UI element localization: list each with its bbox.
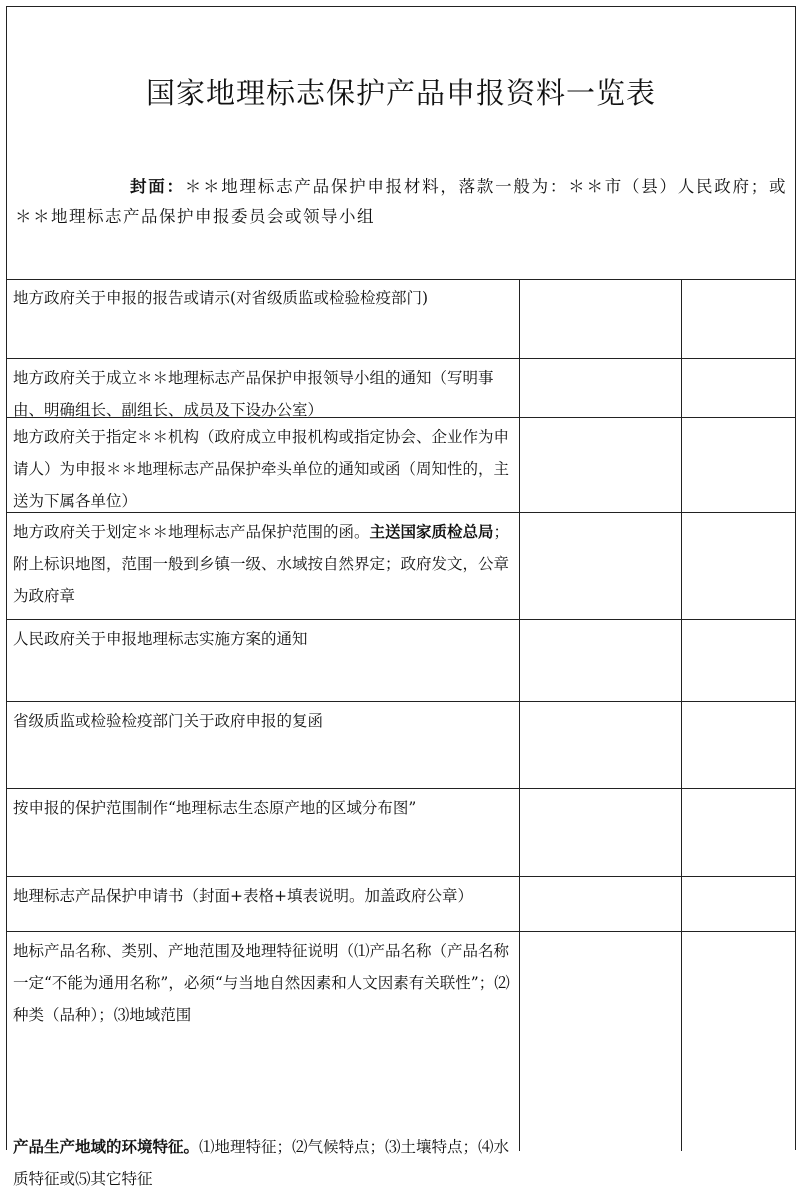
row-description: 按申报的保护范围制作“地理标志生态原产地的区域分布图” (7, 789, 520, 876)
table-row (7, 932, 795, 1188)
row-cell-empty (520, 620, 682, 701)
row-cell-empty (520, 279, 682, 358)
row-cell-empty (682, 877, 795, 931)
table-row (7, 418, 795, 513)
row-cell-empty (520, 513, 682, 619)
cover-text: ＊＊地理标志产品保护申报材料，落款一般为：＊＊市（县）人民政府；或＊＊地理标志产品保护申报委员会或领导小组 (15, 177, 788, 226)
table-row (7, 620, 795, 702)
row-text: ；附上标识地图，范围一般到乡镇一级、水域按自然界定；政府发文，公章为政府章 (13, 523, 510, 605)
table-row (7, 359, 795, 418)
row-description (7, 513, 520, 619)
header-block (7, 7, 795, 280)
document-sheet (6, 6, 796, 1188)
table-row (7, 279, 795, 359)
row-cell-empty (682, 359, 795, 417)
row-cell-empty (682, 279, 795, 358)
row-cell-empty (520, 789, 682, 876)
row-cell-empty (520, 359, 682, 417)
table-row (7, 513, 795, 620)
row-cell-empty (682, 702, 795, 788)
row-text-emphasis: 主送国家质检总局 (369, 522, 494, 541)
row-text: 地标产品名称、类别、产地范围及地理特征说明（⑴产品名称（产品名称一定“不能为通用名称”，必须“与当地自然因素和人文因素有关联性”；⑵种类（品种）；⑶地域范围 (13, 942, 510, 1024)
table-row (7, 789, 795, 877)
row-description: 地理标志产品保护申请书（封面+表格+填表说明。加盖政府公章） (7, 877, 520, 931)
table-row (7, 877, 795, 932)
row-text: ⑴地理特征；⑵气候特点；⑶土壤特点；⑷水质特征或⑸其它特征 (13, 1138, 510, 1188)
row-description: 地方政府关于指定＊＊机构（政府成立申报机构或指定协会、企业作为申请人）为申报＊＊地理标志产品保护牵头单位的通知或函（周知性的，主送为下属各单位） (7, 418, 520, 512)
row-description: 地方政府关于申报的报告或请示(对省级质监或检验检疫部门) (7, 279, 520, 358)
row-cell-empty (682, 418, 795, 512)
row-cell-empty (520, 877, 682, 931)
cover-label: 封面： (130, 177, 185, 196)
page-title: 国家地理标志保护产品申报资料一览表 (145, 76, 656, 110)
row-description: 省级质监或检验检疫部门关于政府申报的复函 (7, 702, 520, 788)
row-description (7, 932, 520, 1188)
cover-description (15, 172, 787, 232)
row-cell-empty (682, 620, 795, 701)
row-text-emphasis: 产品生产地域的环境特征。 (13, 1137, 200, 1156)
row-cell-empty (682, 932, 795, 1151)
row-cell-empty (520, 932, 682, 1151)
row-cell-empty (682, 513, 795, 619)
row-description: 人民政府关于申报地理标志实施方案的通知 (7, 620, 520, 701)
table-row (7, 702, 795, 789)
row-cell-empty (520, 702, 682, 788)
row-description: 地方政府关于成立＊＊地理标志产品保护申报领导小组的通知（写明事由、明确组长、副组长、成员及下设办公室） (7, 359, 520, 417)
row-cell-empty (520, 418, 682, 512)
row-cell-empty (682, 789, 795, 876)
row-text: 地方政府关于划定＊＊地理标志产品保护范围的函。 (13, 523, 370, 541)
